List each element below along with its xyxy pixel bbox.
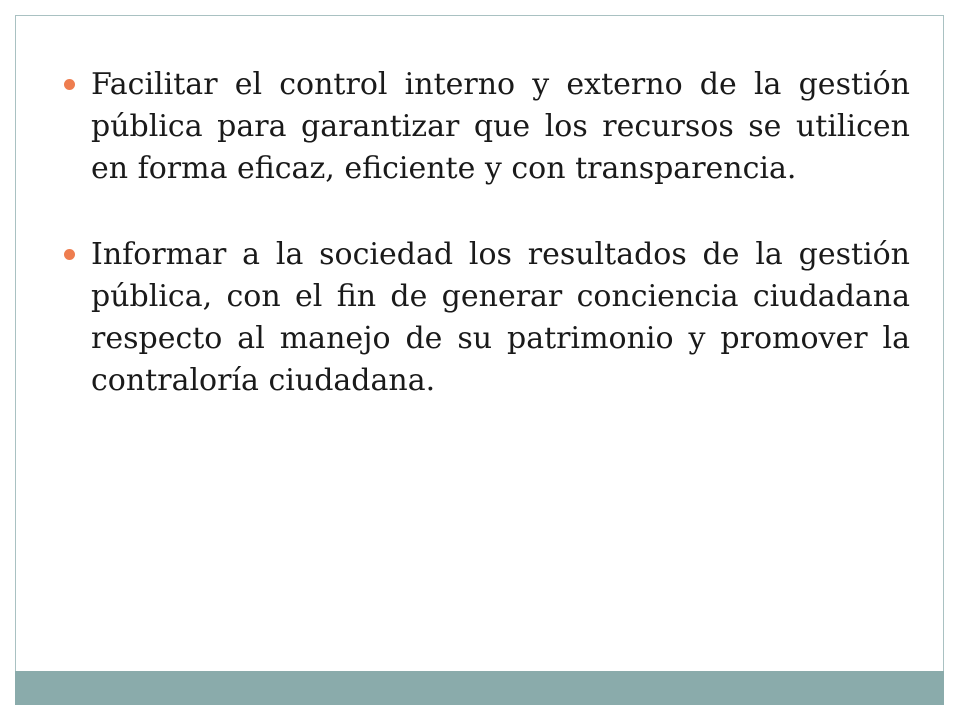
- bullet-dot-icon: [64, 79, 75, 90]
- bullet-item: [64, 64, 910, 190]
- footer-band: [15, 671, 944, 705]
- bullet-text: Facilitar el control interno y externo de la gestión pública para garantizar que los recursos se utilicen en forma eficaz, eficiente y con transparencia.: [91, 67, 910, 186]
- bullet-item: [64, 234, 910, 402]
- bullet-list: [64, 64, 910, 446]
- bullet-text: Informar a la sociedad los resultados de la gestión pública, con el fin de generar conciencia ciudadana respecto al manejo de su patrimonio y promover la contraloría ciudadana.: [91, 237, 910, 398]
- bullet-dot-icon: [64, 249, 75, 260]
